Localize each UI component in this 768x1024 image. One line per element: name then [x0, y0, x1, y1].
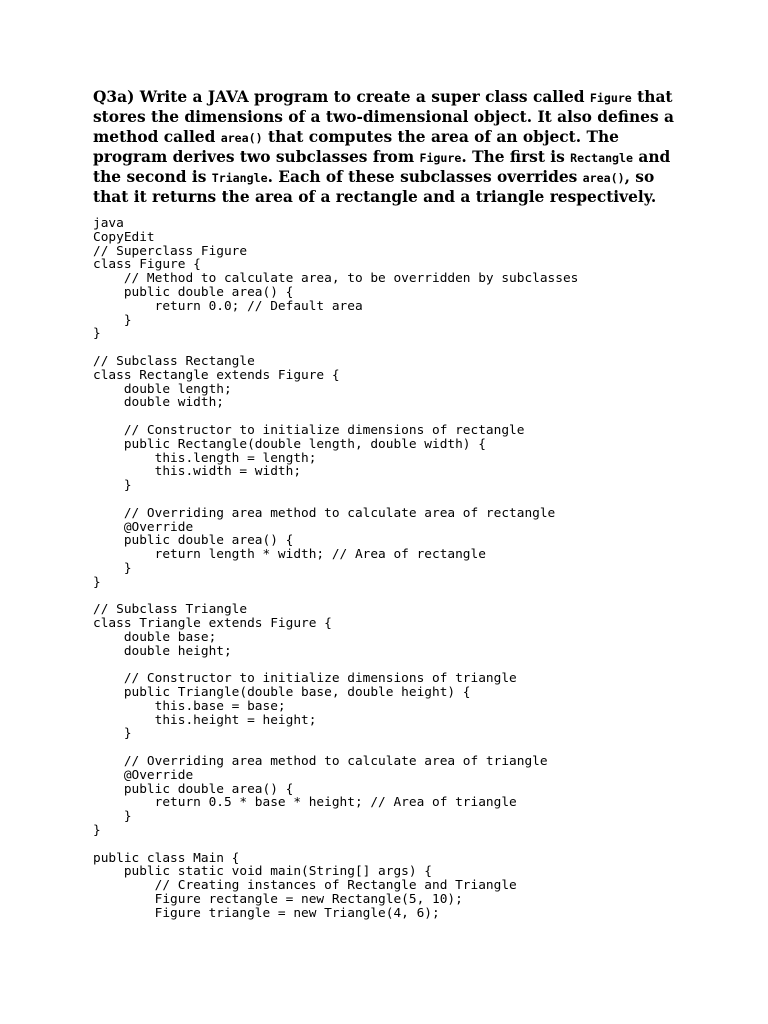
code-line: [93, 659, 578, 673]
code-line: this.width = width;: [93, 464, 302, 480]
question-text-segment: Q3a) Write a JAVA program to create a super class called: [93, 88, 590, 106]
code-line: [93, 741, 578, 755]
inline-code: area(): [582, 171, 625, 186]
question-text: [93, 88, 683, 208]
code-line: // Constructor to initialize dimensions of rectangle: [93, 422, 525, 438]
code-line: @Override: [93, 767, 194, 783]
code-line: double height;: [93, 643, 232, 659]
code-line: Figure triangle = new Triangle(4, 6);: [93, 905, 440, 921]
code-line: public double area() {: [93, 781, 294, 797]
code-line: }: [93, 809, 132, 825]
code-line: class Rectangle extends Figure {: [93, 367, 340, 383]
code-line: return 0.0; // Default area: [93, 298, 363, 314]
code-line: double width;: [93, 395, 224, 411]
code-line: Figure rectangle = new Rectangle(5, 10);: [93, 892, 463, 908]
code-line: }: [93, 574, 101, 590]
question-text-segment: , so that it returns the area of a rectangle and a triangle respectively.: [93, 168, 657, 207]
inline-code: area(): [220, 130, 263, 145]
question-text-segment: that computes the area of an object. The program derives two subclasses from: [93, 127, 619, 166]
code-line: [93, 493, 578, 507]
inline-code: Figure: [419, 150, 462, 165]
code-line: // Constructor to initialize dimensions of triangle: [93, 671, 517, 687]
code-line: }: [93, 823, 101, 839]
code-line: // Superclass Figure: [93, 243, 248, 259]
code-line: @Override: [93, 519, 194, 535]
code-block: [93, 217, 578, 921]
code-line: public static void main(String[] args) {: [93, 864, 432, 880]
code-line: double base;: [93, 629, 217, 645]
code-line: }: [93, 478, 132, 494]
code-line: // Subclass Triangle: [93, 602, 248, 618]
question-text-segment: . Each of these subclasses overrides: [267, 168, 583, 187]
question-text-segment: and the second is: [93, 147, 671, 187]
code-line: [93, 410, 578, 424]
code-line: this.height = height;: [93, 712, 317, 728]
code-line: class Figure {: [93, 257, 201, 273]
code-line: public double area() {: [93, 533, 294, 549]
question-text-segment: . The first is: [461, 147, 571, 166]
code-line: public double area() {: [93, 284, 294, 300]
code-line: }: [93, 726, 132, 742]
code-line: }: [93, 560, 132, 576]
code-line: // Method to calculate area, to be overridden by subclasses: [93, 271, 579, 287]
inline-code: Triangle: [211, 171, 268, 186]
inline-code: Figure: [589, 91, 632, 105]
code-line: // Creating instances of Rectangle and Triangle: [93, 878, 517, 894]
code-line: [93, 341, 578, 355]
code-line: }: [93, 326, 101, 342]
code-line: // Subclass Rectangle: [93, 353, 255, 369]
code-line: }: [93, 312, 132, 328]
inline-code: Rectangle: [570, 150, 633, 165]
code-line: // Overriding area method to calculate area of rectangle: [93, 505, 556, 521]
code-line: [93, 838, 578, 852]
code-line: class Triangle extends Figure {: [93, 616, 332, 632]
code-line: return length * width; // Area of rectangle: [93, 547, 486, 563]
code-line: public Rectangle(double length, double width) {: [93, 436, 486, 452]
code-line: this.length = length;: [93, 450, 317, 466]
code-line: this.base = base;: [93, 698, 286, 714]
code-line: return 0.5 * base * height; // Area of triangle: [93, 795, 517, 811]
code-line: [93, 590, 578, 604]
code-line: // Overriding area method to calculate area of triangle: [93, 754, 548, 770]
question-text-segment: that stores the dimensions of a two-dimensional object. It also defines a method called: [93, 88, 674, 146]
code-line: java: [93, 216, 124, 231]
code-line: double length;: [93, 381, 232, 397]
code-line: public class Main {: [93, 850, 240, 866]
code-line: CopyEdit: [93, 229, 155, 245]
code-line: public Triangle(double base, double height) {: [93, 685, 471, 701]
